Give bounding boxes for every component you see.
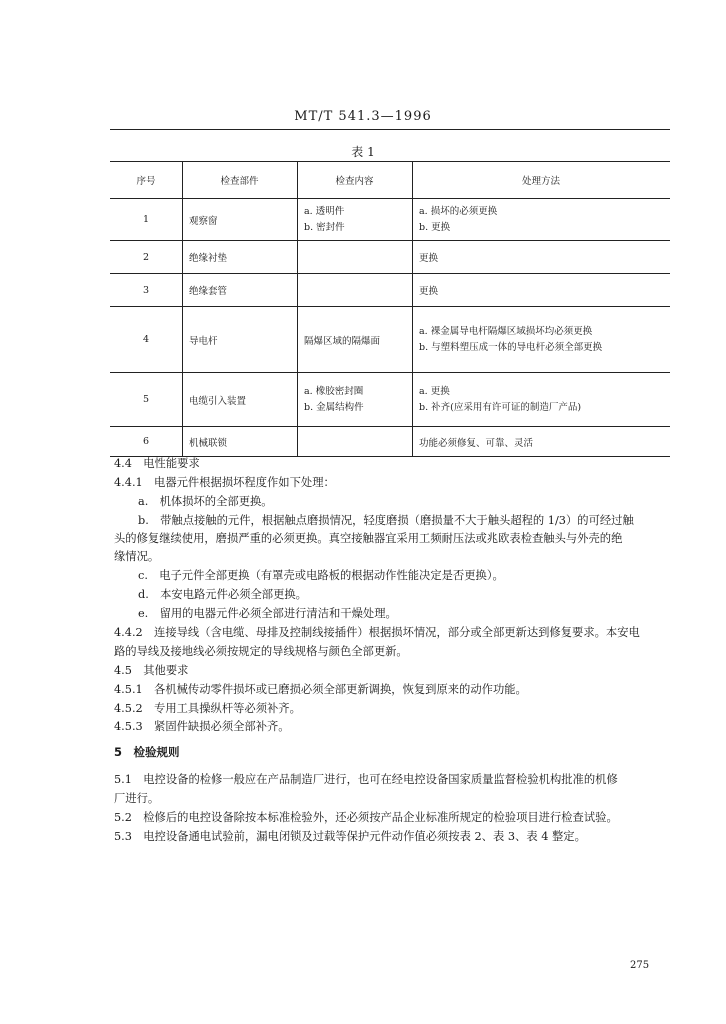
method-line: a. 更换 [419,385,450,397]
clause-heading: 4.4 电性能要求 [114,457,200,470]
col-header-method: 处理方法 [413,162,671,199]
row-no: 5 [110,373,183,427]
row-part: 绝缘衬垫 [183,241,298,274]
row-method: 更换 [413,241,671,274]
inspection-line: b. 密封件 [304,221,345,233]
table-row [110,373,670,427]
row-method: 功能必须修复、可靠、灵活 [413,427,671,457]
row-inspection [298,427,413,457]
clause: 4.5.1 各机械传动零件损坏或已磨损必须全部更新调换，恢复到原来的动作功能。 [114,683,527,696]
page-number: 275 [630,960,650,971]
list-item: b. 带触点接触的元件，根据触点磨损情况，轻度磨损（磨损量不大于触头超程的 1/3）的可经过触 [138,514,634,527]
row-no: 6 [110,427,183,457]
paragraph-line: 厂进行。 [114,792,160,805]
clause: 4.5.2 专用工具操纵杆等必须补齐。 [114,702,301,715]
list-item: a. 机体损坏的全部更换。 [138,495,273,508]
table-header-row [110,162,670,199]
method-line: a. 裸金属导电杆隔爆区域损坏均必须更换 [419,325,593,337]
table-row [110,199,670,241]
table-row [110,241,670,274]
clause: 5.1 电控设备的检修一般应在产品制造厂进行，也可在经电控设备国家质量监督检验机构批准的机修 [114,773,618,786]
paragraph-line: 头的修复继续使用，磨损严重的必须更换。真空接触器宜采用工频耐压法或兆欧表检查触头与外壳的绝 [114,532,623,545]
row-method [413,373,671,427]
standard-number: MT/T 541.3—1996 [294,109,432,124]
row-part: 电缆引入装置 [183,373,298,427]
method-line: b. 补齐(应采用有许可证的制造厂产品) [419,401,582,413]
clause: 4.5.3 紧固件缺损必须全部补齐。 [114,720,290,733]
row-part: 导电杆 [183,307,298,373]
list-item: c. 电子元件全部更换（有罩壳或电路板的根据动作性能决定是否更换）。 [138,569,504,582]
method-line: b. 与塑料塑压成一体的导电杆必须全部更换 [419,341,603,353]
row-part: 绝缘套管 [183,274,298,307]
inspection-line: b. 金属结构件 [304,401,364,413]
row-inspection [298,274,413,307]
row-no: 4 [110,307,183,373]
col-header-inspection: 检查内容 [298,162,413,199]
header-rule [110,129,670,130]
list-item: e. 留用的电器元件必须全部进行清洁和干燥处理。 [138,607,397,620]
section-heading: 5 检验规则 [114,745,180,759]
row-inspection [298,241,413,274]
clause: 5.2 检修后的电控设备除按本标准检验外，还必须按产品企业标准所规定的检验项目进行检查试验。 [114,811,618,824]
inspection-line: a. 橡胶密封圈 [304,385,364,397]
paragraph-line: 路的导线及接地线必须按规定的导线规格与颜色全部更新。 [114,645,408,658]
inspection-line: a. 透明件 [304,205,345,217]
table-row [110,427,670,457]
row-part: 机械联锁 [183,427,298,457]
paragraph-line: 缘情况。 [114,550,160,563]
clause: 4.4.2 连接导线（含电缆、母排及控制线接插件）根据损坏情况，部分或全部更新达到修复要求。本安电 [114,626,640,639]
col-header-part: 检查部件 [183,162,298,199]
clause: 4.4.1 电器元件根据损坏程度作如下处理： [114,476,335,489]
clause: 5.3 电控设备通电试验前，漏电闭锁及过载等保护元件动作值必须按表 2、表 3、表 4 整定。 [114,830,586,843]
row-method [413,307,671,373]
method-line: a. 损坏的必须更换 [419,205,498,217]
table-row [110,274,670,307]
method-line: b. 更换 [419,221,451,233]
row-inspection [298,373,413,427]
row-no: 3 [110,274,183,307]
table-caption: 表 1 [351,145,375,159]
row-no: 1 [110,199,183,241]
col-header-no: 序号 [110,162,183,199]
row-method: 更换 [413,274,671,307]
row-part: 观察窗 [183,199,298,241]
row-inspection [298,199,413,241]
row-inspection: 隔爆区域的隔爆面 [298,307,413,373]
table-row [110,307,670,373]
row-no: 2 [110,241,183,274]
list-item: d. 本安电路元件必须全部更换。 [138,588,307,601]
inspection-table [110,161,670,457]
clause-heading: 4.5 其他要求 [114,664,189,677]
row-method [413,199,671,241]
